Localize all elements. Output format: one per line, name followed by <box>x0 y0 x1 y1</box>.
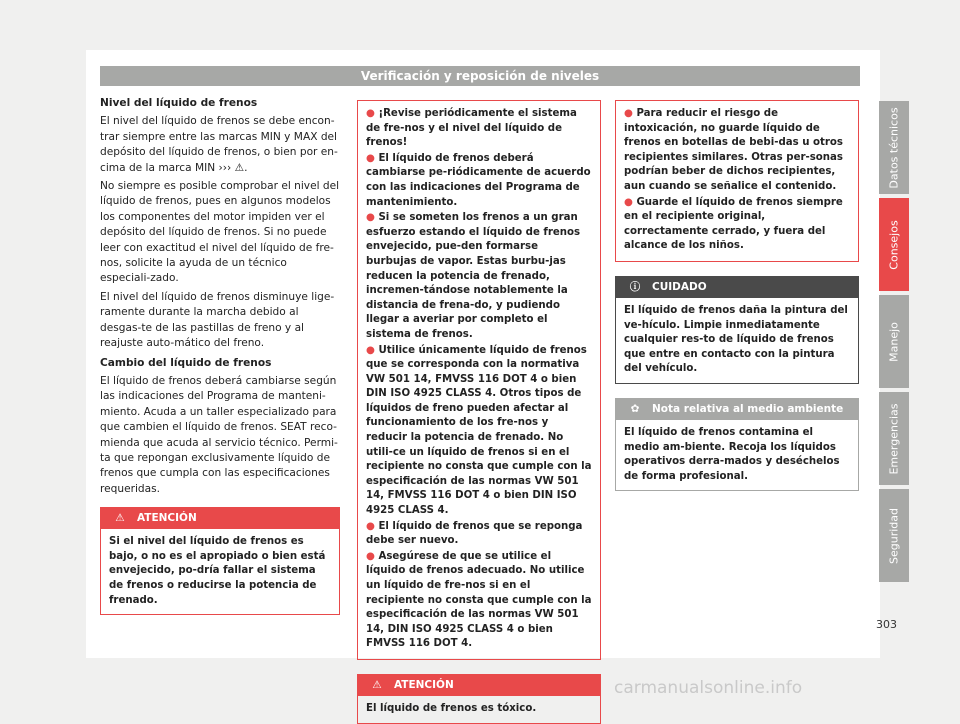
list-item: ● El líquido de frenos que se reponga debe ser nuevo. <box>366 520 583 547</box>
warning-list-box <box>615 100 859 262</box>
bullet-icon: ● <box>366 152 379 164</box>
caution-box-header: ⓘ CUIDADO <box>616 277 858 298</box>
tab-seguridad[interactable]: Seguridad <box>879 489 909 582</box>
warning-triangle-icon: ⚠ <box>115 512 125 525</box>
bullet-icon: ● <box>366 108 379 119</box>
warning-list-box <box>357 100 601 660</box>
paragraph: No siempre es posible comprobar el nivel del líquido de frenos, pues en algunos modelos los componentes del motor impiden ver el depósito del líquido de frenos. Si no puede leer con exactitud el nivel del líquido de fre-nos, solicite la ayuda de un técnico especiali-zado. <box>100 180 340 285</box>
warning-box-text: Si el nivel del líquido de frenos es bajo, o no es el apropiado o bien está envejecido, po-dría fallar el sistema de frenos o reducirse la potencia de frenado. <box>109 536 326 606</box>
tab-datos-tecnicos[interactable]: Datos técnicos <box>879 101 909 194</box>
tab-manejo[interactable]: Manejo <box>879 295 909 388</box>
caution-box-text: El líquido de frenos daña la pintura del ve-hículo. Limpie inmediatamente cualquier res-to de líquido de frenos que entre en contacto con la pintura del vehículo. <box>624 304 848 375</box>
list-item: ● ¡Revise periódicamente el sistema de fre-nos y el nivel del líquido de frenos! <box>366 108 577 149</box>
warning-box <box>357 674 601 724</box>
bullet-icon: ● <box>624 196 637 208</box>
warning-box-text: El líquido de frenos es tóxico. <box>366 702 537 714</box>
caution-box <box>615 276 859 384</box>
warning-reference[interactable]: ››› ⚠. <box>218 161 248 174</box>
list-item: ● Guarde el líquido de frenos siempre en el recipiente original, correctamente cerrado, y fuera del alcance de los niños. <box>624 196 843 252</box>
column-3 <box>615 96 859 491</box>
warning-box <box>100 507 340 615</box>
paragraph: El nivel del líquido de frenos disminuye lige-ramente durante la marcha debido al desgas-te de las pastillas de freno y al reajuste auto-mático del freno. <box>100 290 335 350</box>
bullet-icon: ● <box>366 550 379 562</box>
list-item: ● El líquido de frenos deberá cambiarse pe-riódicamente de acuerdo con las indicaciones del Programa de mantenimiento. <box>366 152 591 208</box>
list-item: ● Utilice únicamente líquido de frenos que se corresponda con la normativa VW 501 14, FMVSS 116 DOT 4 o bien DIN ISO 4925 CLASS 4. Otros tipos de líquidos de freno pueden afectar al funcionamiento de los fre-nos y reducir la potencia de frenado. No utili-ce un líquido de frenos si en el recipiente no consta que cumple con la especificación de las normas VW 501 14, FMVSS 116 DOT 4 o bien DIN ISO 4925 CLASS 4. <box>366 344 592 517</box>
paragraph: El líquido de frenos deberá cambiarse según las indicaciones del Programa de manteni-miento. Acuda a un taller especializado para que cambien el líquido de frenos. SEAT reco-mienda que acuda al servicio técnico. Permi-ta que repongan exclusivamente líquido de frenos que cumpla con las especificaciones requeridas. <box>100 374 338 495</box>
environment-note-text: El líquido de frenos contamina el medio am-biente. Recoja los líquidos operativos derra-mados y deséchelos de forma profesional. <box>624 426 840 482</box>
paragraph: El nivel del líquido de frenos se debe encon-trar siempre entre las marcas MIN y MAX del depósito del líquido de frenos, o bien por en-cima de la marca MIN ››› ⚠. <box>100 115 338 174</box>
bullet-icon: ● <box>366 520 379 532</box>
section-heading-brake-level: Nivel del líquido de frenos <box>100 97 258 109</box>
environment-note-box <box>615 398 859 491</box>
caution-circle-icon: ⓘ <box>629 280 641 293</box>
warning-box-header: ⚠ ATENCIÓN <box>358 675 600 696</box>
bullet-icon: ● <box>366 344 379 356</box>
list-item: ● Para reducir el riesgo de intoxicación, no guarde líquido de frenos en botellas de bebi-das u otros recipientes similares. Otras per-sonas podrían beber de dichos recipientes, aun cuando se señalice el contenido. <box>624 108 843 192</box>
tab-consejos[interactable]: Consejos <box>879 198 909 291</box>
environment-note-header: ✿ Nota relativa al medio ambiente <box>616 399 858 420</box>
warning-box-header: ⚠ ATENCIÓN <box>101 508 339 529</box>
column-1 <box>100 96 340 615</box>
bullet-icon: ● <box>624 108 637 119</box>
tab-emergencias[interactable]: Emergencias <box>879 392 909 485</box>
bullet-icon: ● <box>366 212 379 224</box>
page-header: Verificación y reposición de niveles <box>100 66 860 86</box>
section-heading-brake-change: Cambio del líquido de frenos <box>100 356 272 369</box>
warning-triangle-icon: ⚠ <box>372 678 382 691</box>
watermark: carmanualsonline.info <box>614 678 803 698</box>
list-item: ● Asegúrese de que se utilice el líquido de frenos adecuado. No utilice un líquido de fre-nos si en el recipiente no consta que cumple con la especificación de las normas VW 501 14, DIN ISO 4925 CLASS 4 o bien FMVSS 116 DOT 4. <box>366 550 592 650</box>
environment-flower-icon: ✿ <box>630 402 640 415</box>
page-number: 303 <box>876 618 897 631</box>
list-item: ● Si se someten los frenos a un gran esfuerzo estando el líquido de frenos envejecido, pue-den formarse burbujas de vapor. Estas burbu-jas reducen la potencia de frenado, incremen-tándose notablemente la distancia de frena-do, y pudiendo llegar a averiar por completo el sistema de frenos. <box>366 212 581 340</box>
column-2 <box>357 96 601 724</box>
